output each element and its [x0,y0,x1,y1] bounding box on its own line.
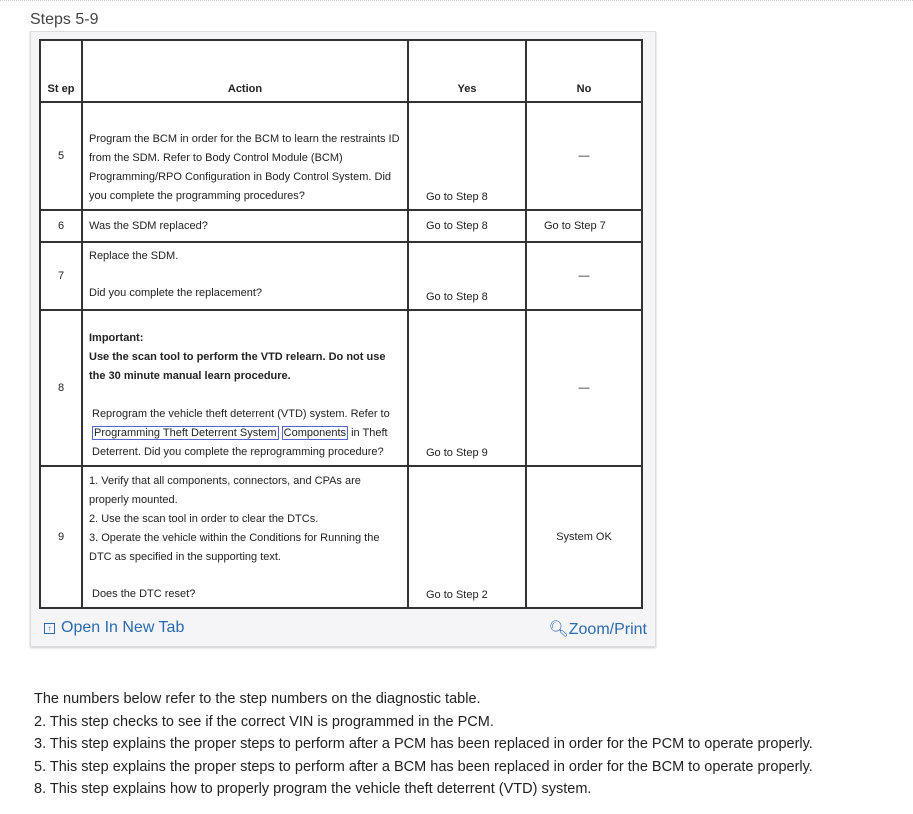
open-tab-icon: ↑ [44,623,55,634]
table-frame [30,31,656,647]
link-components[interactable]: Components [283,427,347,439]
table-row: 6 Was the SDM replaced? Go to Step 8 Go to Step 7 [40,210,642,242]
zoom-icon: 🔍︎ [548,621,569,638]
notes: The numbers below refer to the step numbers on the diagnostic table. 2. This step checks to see if the correct VIN is programmed in the PCM. 3. This step explains the proper steps to perform after a PCM has been replaced in order for the PCM to operate properly. 5. This step explains the proper steps to perform after a BCM has been replaced in order for the BCM to operate properly. 8. This step explains how to properly program the vehicle theft deterrent (VTD) system. [34,691,813,797]
table-row: 5 Program the BCM in order for the BCM to learn the restraints ID from the SDM. Refer to Body Control Module (BCM) Programming/RPO Configuration in Body Control System. Did you complete the programming procedures? Go to Step 8 — [40,102,642,210]
table-row: 9 1. Verify that all components, connectors, and CPAs are properly mounted. 2. Use the scan tool in order to clear the DTCs. 3. Operate the vehicle within the Conditions for Running the DTC as specified in the supporting text. Does the DTC reset? Go to Step 2 System OK [40,466,642,608]
header-no: No [526,40,642,102]
header-action: Action [82,40,408,102]
open-new-tab-link[interactable]: ↑ Open In New Tab [44,619,184,637]
top-divider [0,0,913,4]
zoom-print-link[interactable]: 🔍︎Zoom/Print [548,621,647,638]
header-step: St ep [40,40,82,102]
section-title: Steps 5-9 [30,11,99,28]
table-row: 8 Important: Use the scan tool to perform the VTD relearn. Do not use the 30 minute manual learn procedure. Reprogram the vehicle theft deterrent (VTD) system. Refer to Programming Theft Deterrent System Components in Theft Deterrent. Did you complete the reprogramming procedure? Go to Step 9 — [40,310,642,466]
header-yes: Yes [408,40,526,102]
diagnostic-table [39,39,643,609]
link-programming-theft-deterrent[interactable]: Programming Theft Deterrent System [94,427,277,439]
table-row: 7 Replace the SDM. Did you complete the replacement? Go to Step 8 — [40,242,642,310]
